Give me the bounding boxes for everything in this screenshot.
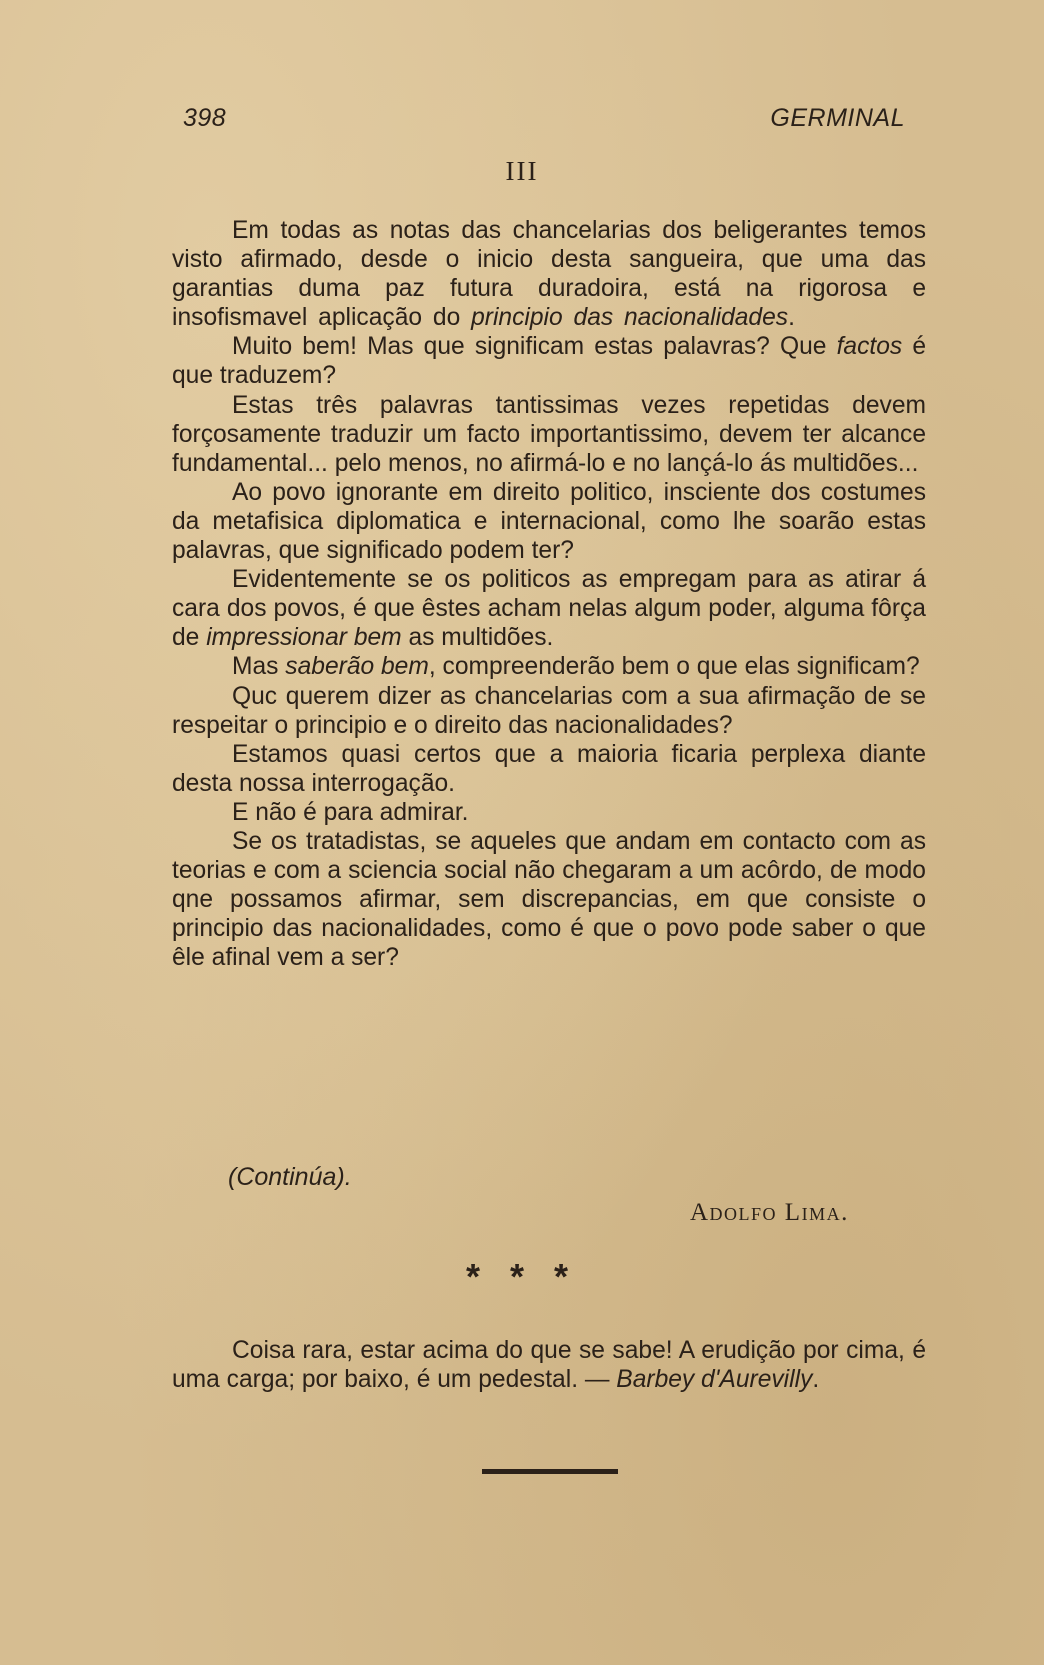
text-run: Estamos quasi certos que a maioria ficaria perplexa diante desta nossa interrogação.	[172, 740, 926, 797]
text-run: Muito bem! Mas que significam estas palavras? Que	[232, 333, 837, 361]
paragraph	[172, 478, 926, 565]
text-run: Coisa rara, estar acima do que se sabe! A erudição por cima, é uma carga; por baixo, é um pedestal. —	[172, 1337, 926, 1394]
paragraph	[172, 798, 926, 827]
closing-rule	[482, 1469, 618, 1474]
text-run: .	[812, 1366, 820, 1394]
author-signature: Adolfo Lima.	[690, 1199, 849, 1226]
text-run: Ao povo ignorante em direito politico, insciente dos costumes da metafisica diplomatica e internacional, como lhe soarão estas palavras, que significado podem ter?	[172, 478, 926, 565]
paragraph	[172, 565, 926, 652]
italic-phrase: factos	[836, 333, 903, 361]
paragraph	[172, 332, 926, 390]
running-header	[183, 104, 905, 138]
paragraph	[172, 740, 926, 798]
paragraph	[172, 216, 926, 332]
text-run: Em todas as notas das chancelarias dos beligerantes temos visto afirmado, desde o inicio desta sangueira, que uma das garantias duma paz futura duradoira, está na rigorosa e insofismavel aplicação do	[172, 217, 926, 332]
paragraph	[172, 827, 926, 972]
paragraph	[172, 391, 926, 478]
continued-label: (Continúa).	[228, 1163, 352, 1191]
text-run: Mas	[232, 653, 286, 681]
italic-phrase: saberão bem	[285, 653, 429, 681]
italic-phrase: principio das nacionalidades	[471, 304, 789, 332]
article-body	[172, 216, 926, 972]
text-run: Quc querem dizer as chancelarias com a sua afirmação de se respeitar o principio e o direito das nacionalidades?	[172, 682, 926, 739]
text-run: E não é para admirar.	[232, 798, 469, 826]
journal-title: GERMINAL	[770, 104, 905, 132]
paragraph	[172, 652, 926, 681]
quote-body	[172, 1336, 926, 1394]
text-run: Evidentemente se os politicos as empregam para as atirar á cara dos povos, é que êstes acham nelas algum poder, alguma fôrça de	[172, 566, 926, 652]
page-number: 398	[183, 104, 227, 132]
text-run: .	[788, 304, 795, 332]
text-run: Se os tratadistas, se aqueles que andam em contacto com as teorias e com a sciencia social não chegaram a um acôrdo, de modo qne possamos afirmar, sem discrepancias, em que consiste o principio das nacionalidades, como é que o povo pode saber o que êle afinal vem a ser?	[172, 827, 926, 972]
text-run: , compreenderão bem o que elas significam?	[428, 653, 920, 681]
paragraph	[172, 1336, 926, 1394]
text-run: as multidões.	[401, 624, 554, 652]
section-number: III	[505, 156, 539, 186]
italic-phrase: impressionar bem	[206, 624, 402, 652]
section-separator: * * *	[465, 1256, 579, 1297]
text-run: é que traduzem?	[172, 333, 927, 390]
text-run: Estas três palavras tantissimas vezes repetidas devem forçosamente traduzir um facto importantissimo, devem ter alcance fundamental... pelo menos, no afirmá-lo e no lançá-lo ás multidões...	[172, 391, 926, 477]
paragraph	[172, 682, 926, 740]
italic-phrase: Barbey d'Aurevilly	[616, 1366, 813, 1394]
